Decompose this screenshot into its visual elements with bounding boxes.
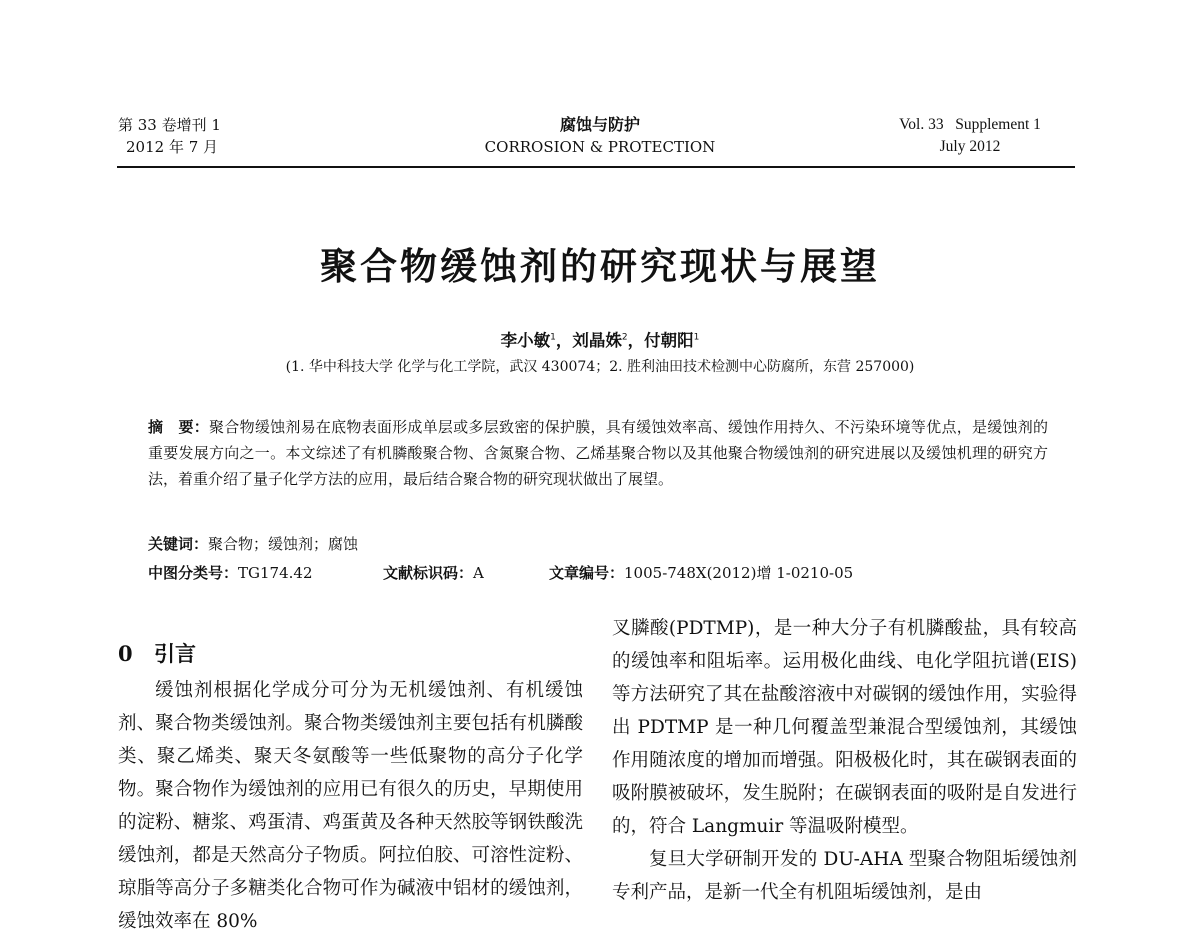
issue-date: 2012 年 7 月 <box>126 138 219 156</box>
classification-info <box>148 562 853 583</box>
issue-date-en: July 2012 <box>939 138 1001 155</box>
author-separator: ， <box>555 331 573 350</box>
header-rule <box>117 166 1075 168</box>
paragraph: 复旦大学研制开发的 DU-AHA 型聚合物阻垢缓蚀剂专利产品，是新一代全有机阻垢缓蚀剂，是由 <box>612 849 1077 903</box>
keywords-label: 关键词： <box>148 535 209 553</box>
journal-volume-info <box>118 114 221 158</box>
author-separator: ， <box>627 331 645 350</box>
author-affiliation-mark: 2 <box>621 332 628 343</box>
journal-volume-info-en <box>870 114 1070 158</box>
abstract-text: 聚合物缓蚀剂易在底物表面形成单层或多层致密的保护膜，具有缓蚀效率高、缓蚀作用持久、不污染环境等优点，是缓蚀剂的重要发展方向之一。本文综述了有机膦酸聚合物、含氮聚合物、乙烯基聚合物以及其他聚合物缓蚀剂的研究进展以及缓蚀机理的研究方法，着重介绍了量子化学方法的应用，最后结合聚合物的研究现状做出了展望。 <box>148 418 1048 488</box>
document-code <box>383 562 549 583</box>
right-column <box>612 612 1077 909</box>
journal-name <box>420 114 780 158</box>
author-list <box>0 327 1200 351</box>
volume-issue: 第 33 卷增刊 1 <box>118 116 221 134</box>
article-no-label: 文章编号： <box>549 564 625 582</box>
doc-code-label: 文献标识码： <box>383 564 474 582</box>
affiliations: (1. 华中科技大学 化学与化工学院，武汉 430074；2. 胜利油田技术检测中心防腐所，东营 257000) <box>285 359 915 375</box>
keywords <box>148 533 358 554</box>
author-affiliation-mark: 1 <box>693 332 700 343</box>
section-title: 引言 <box>154 642 196 666</box>
paragraph: 缓蚀剂根据化学成分可分为无机缓蚀剂、有机缓蚀剂、聚合物类缓蚀剂。聚合物类缓蚀剂主要包括有机膦酸类、聚乙烯类、聚天冬氨酸等一些低聚物的高分子化学物。聚合物作为缓蚀剂的应用已有很久的历史，早期使用的淀粉、糖浆、鸡蛋清、鸡蛋黄及各种天然胶等钢铁酸洗缓蚀剂，都是天然高分子物质。阿拉伯胶、可溶性淀粉、琼脂等高分子多糖类化合物可作为碱液中铝材的缓蚀剂，缓蚀效率在 80% <box>118 680 583 932</box>
article-no-value: 1005-748X(2012)增 1-0210-05 <box>624 564 854 582</box>
author-name: 李小敏 <box>500 331 551 350</box>
clc-number <box>148 562 383 583</box>
author-name: 刘晶姝 <box>572 331 622 350</box>
journal-name-cn: 腐蚀与防护 <box>559 115 640 134</box>
article-number <box>549 562 853 583</box>
abstract-label: 摘 要： <box>148 418 210 436</box>
clc-label: 中图分类号： <box>148 564 239 582</box>
author-name: 付朝阳 <box>644 331 694 350</box>
author-affiliation-mark: 1 <box>550 332 556 343</box>
abstract <box>148 414 1048 492</box>
clc-value: TG174.42 <box>238 564 313 582</box>
journal-name-en: CORROSION & PROTECTION <box>484 138 716 156</box>
article-title: 聚合物缓蚀剂的研究现状与展望 <box>320 245 880 288</box>
section-number: 0 <box>118 641 133 666</box>
doc-code-value: A <box>473 564 484 582</box>
volume-supplement-en: Vol. 33 Supplement 1 <box>899 116 1041 133</box>
section-heading <box>118 638 196 668</box>
left-column <box>118 674 583 938</box>
paragraph: 叉膦酸(PDTMP)，是一种大分子有机膦酸盐，具有较高的缓蚀率和阻垢率。运用极化曲线、电化学阻抗谱(EIS)等方法研究了其在盐酸溶液中对碳钢的缓蚀作用，实验得出 PDTMP 是一种几何覆盖型兼混合型缓蚀剂，其缓蚀作用随浓度的增加而增强。阳极极化时，其在碳钢表面的吸附膜被破坏，发生脱附；在碳钢表面的吸附是自发进行的，符合 Langmuir 等温吸附模型。 <box>612 618 1077 837</box>
keywords-text: 聚合物；缓蚀剂；腐蚀 <box>208 535 359 553</box>
